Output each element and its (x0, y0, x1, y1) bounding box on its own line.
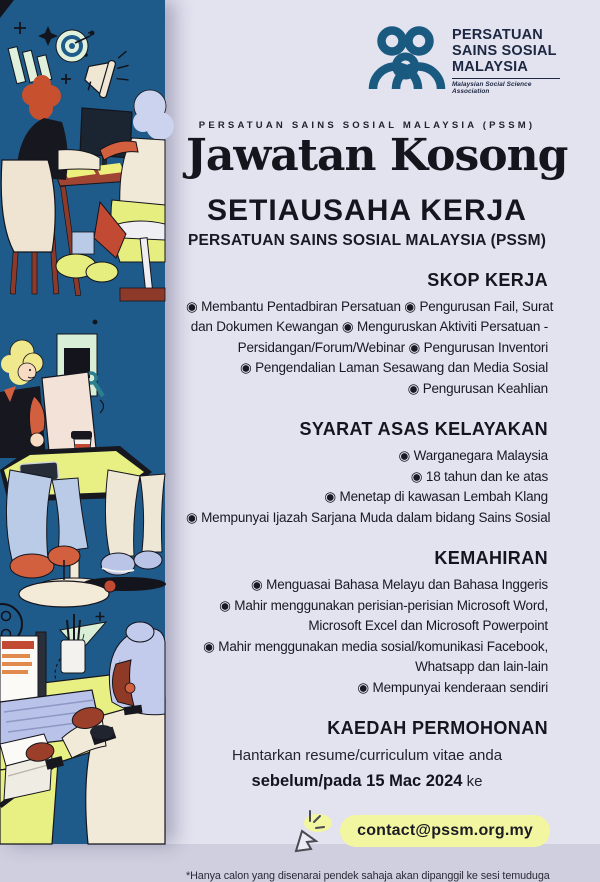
pssm-logo (186, 25, 560, 97)
bullet-line: ◉ 18 tahun dan ke atas (410, 468, 548, 484)
bullet-line: ◉ Menetap di kawasan Lembah Klang (324, 489, 548, 504)
bullet-line: Whatsapp dan lain-lain (415, 659, 548, 674)
section-syarat-asas-kelayakan (186, 419, 551, 528)
pssm-logo-text (452, 27, 560, 96)
office-illustration (0, 0, 165, 844)
poster-title: Jawatan Kosong (186, 130, 568, 181)
legs-jeans (6, 470, 88, 578)
section-title: KEMAHIRAN (434, 548, 548, 568)
section-kaedah-permohonan (186, 718, 548, 855)
hair-bun (126, 622, 154, 642)
bullet-line: ◉ Warganegara Malaysia (398, 448, 548, 463)
content-area (165, 0, 600, 882)
click-cursor-icon (288, 807, 334, 855)
ear (125, 683, 135, 693)
organization-name: PERSATUAN SAINS SOSIAL MALAYSIA (PSSM) (187, 231, 547, 249)
logo-tagline: Malaysian Social Science Association (452, 81, 532, 96)
illustration-panel (0, 0, 165, 844)
bullet-line: ◉ Mempunyai kenderaan sendiri (357, 679, 548, 695)
logo-divider (452, 78, 560, 80)
person-blonde (0, 340, 46, 458)
apply-instruction: Hantarkan resume/curriculum vitae anda (231, 747, 503, 764)
face (18, 363, 36, 381)
bullet-line: ◉ Pengurusan Keahlian (407, 380, 548, 396)
bullet-line: ◉ Mahir menggunakan perisian-perisian Microsoft Word, (219, 597, 548, 613)
hand (30, 433, 44, 447)
deadline-date: sebelum/pada 15 Mac 2024 (251, 772, 463, 790)
apply-deadline: sebelum/pada 15 Mac 2024 ke (251, 772, 483, 790)
logo-line-3: MALAYSIA (452, 58, 528, 75)
bullet-line: Microsoft Excel dan Microsoft Powerpoint (308, 618, 548, 633)
section-title: SYARAT ASAS KELAYAKAN (299, 419, 548, 439)
position-title: SETIAUSAHA KERJA (207, 194, 527, 227)
section-kemahiran (186, 548, 548, 698)
bullet-line: ◉ Menguasai Bahasa Melayu dan Bahasa Inggeris (251, 577, 548, 592)
pssm-logo-icon (371, 25, 443, 97)
bullet-line: Persidangan/Forum/Webinar ◉ Pengurusan Inventori (237, 339, 548, 355)
logo-line-1: PERSATUAN (452, 26, 543, 43)
bullet-line: dan Dokumen Kewangan ◉ Menguruskan Aktiviti Persatuan - (190, 319, 548, 334)
bullet-line: ◉ Membantu Pentadbiran Persatuan ◉ Pengurusan Fail, Surat (186, 298, 554, 314)
email-row (186, 807, 550, 855)
email-contact-button[interactable]: contact@pssm.org.my (340, 815, 550, 847)
bullet-line: ◉ Mahir menggunakan media sosial/komunikasi Facebook, (203, 638, 548, 654)
footnote: *Hanya calon yang disenarai pendek sahaja akan dipanggil ke sesi temuduga (186, 870, 550, 882)
section-title: SKOP KERJA (427, 269, 548, 290)
chair (1, 160, 55, 252)
kicker: PERSATUAN SAINS SOSIAL MALAYSIA (PSSM) (198, 120, 536, 131)
section-skop-kerja (186, 269, 554, 400)
section-title: KAEDAH PERMOHONAN (327, 718, 548, 738)
logo-line-2: SAINS SOSIAL (452, 42, 557, 59)
bullet-line: ◉ Mempunyai Ijazah Sarjana Muda dalam bidang Sains Sosial (186, 509, 551, 525)
mouse-icon (90, 725, 114, 739)
bullet-line: ◉ Pengendalian Laman Sesawang dan Media Sosial (239, 360, 548, 375)
